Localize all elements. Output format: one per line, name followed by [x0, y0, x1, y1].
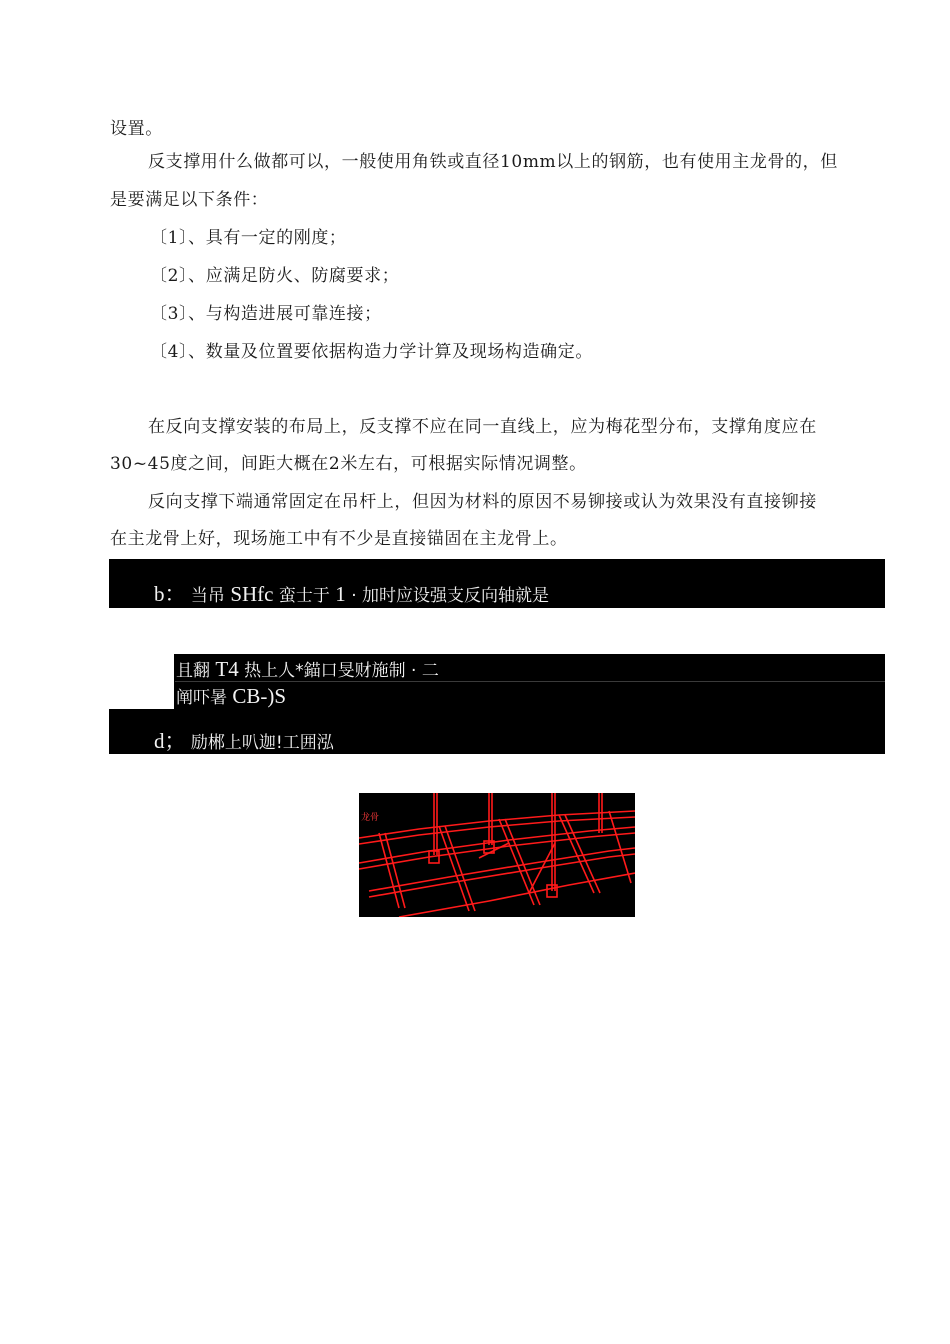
condition-item: 〔4〕、数量及位置要依据构造力学计算及现场构造确定。: [150, 342, 593, 362]
band-divider: [175, 681, 885, 682]
band-d-prefix: d；: [154, 729, 186, 753]
band-b-prefix: b：: [154, 582, 186, 606]
ocr-band-c: [174, 654, 885, 710]
band-b-part: 当吊: [190, 586, 225, 606]
band-c-part: 阐吓暑: [176, 688, 227, 708]
band-b-text: [154, 583, 549, 607]
figure-label: 龙骨: [361, 813, 380, 823]
band-b-part: · 加时应设强支反向轴就是: [351, 586, 550, 606]
band-b-part: 1: [335, 582, 346, 606]
ceiling-grid-drawing: [359, 793, 635, 917]
paragraph-line: 30~45度之间，间距大概在2米左右，可根据实际情况调整。: [110, 454, 587, 474]
band-d-part: 励郴上叭迦!工囲泓: [190, 733, 334, 753]
band-b-part: 蛮士于: [278, 586, 330, 606]
condition-item: 〔2〕、应满足防火、防腐要求；: [150, 266, 400, 286]
paragraph-line: 在反向支撑安装的布局上，反支撑不应在同一直线上，应为梅花型分布，支撑角度应在: [148, 417, 817, 437]
band-d-text: [154, 730, 334, 754]
ocr-band-b: [109, 559, 885, 608]
condition-item: 〔3〕、与构造进展可靠连接；: [150, 304, 382, 324]
paragraph-line: 反向支撑下端通常固定在吊杆上，但因为材料的原因不易铆接或认为效果没有直接铆接: [148, 492, 817, 512]
band-c-line-2: [176, 685, 286, 709]
band-c-part: 且翻: [176, 661, 210, 681]
paragraph-line: 反支撑用什么做都可以，一般使用角铁或直径10mm以上的钢筋，也有使用主龙骨的，但: [148, 152, 838, 172]
band-c-line-1: [176, 658, 439, 682]
paragraph-line: 设置。: [110, 119, 163, 139]
paragraph-line: 是要满足以下条件：: [110, 190, 269, 210]
band-c-part: 热上人*錨口旻财施制 · 二: [244, 661, 439, 681]
band-c-part: T4: [215, 657, 239, 681]
condition-item: 〔1〕、具有一定的刚度；: [150, 228, 347, 248]
paragraph-line: 在主龙骨上好，现场施工中有不少是直接锚固在主龙骨上。: [110, 529, 568, 549]
band-b-part: SHfc: [230, 582, 274, 606]
ocr-band-d: [109, 709, 885, 754]
band-c-part: CB-)S: [232, 684, 287, 708]
ceiling-grid-figure: [359, 793, 635, 917]
